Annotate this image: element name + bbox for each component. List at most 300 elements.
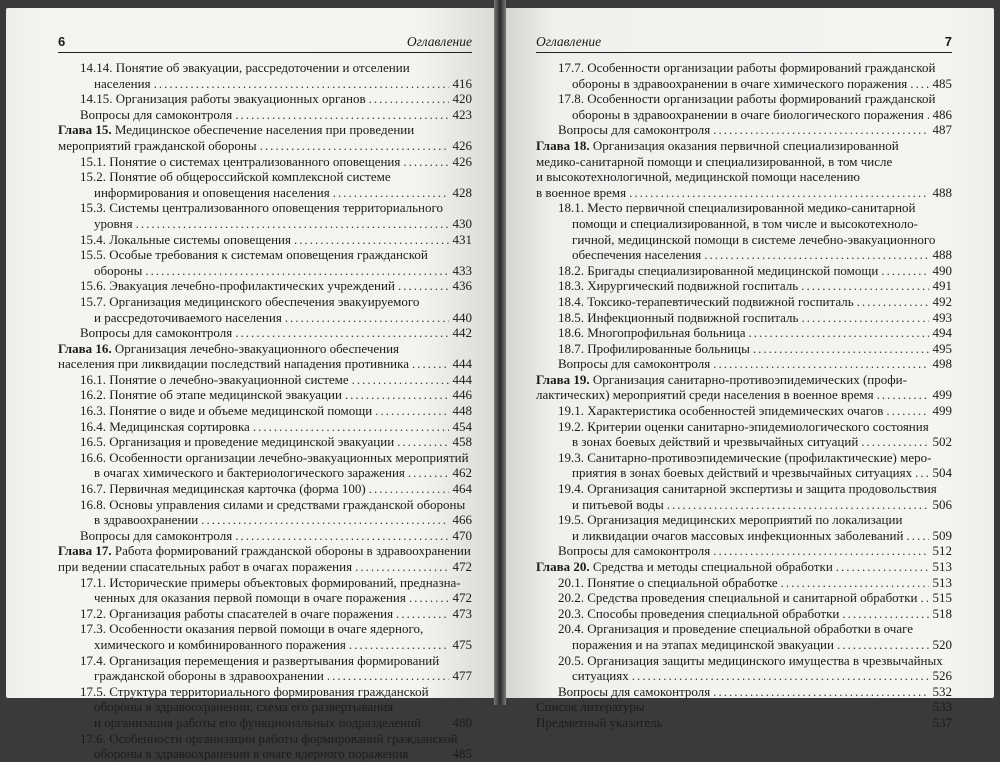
dot-leader xyxy=(861,434,929,450)
toc-entry xyxy=(58,278,472,294)
dot-leader xyxy=(403,154,449,170)
toc-entry xyxy=(58,559,472,575)
dot-leader xyxy=(235,107,449,123)
dot-leader xyxy=(349,637,449,653)
entry-title: 17.8. Особенности организации работы формирований гражданской xyxy=(558,91,936,107)
toc-entry-text xyxy=(536,715,663,731)
toc-entry-text xyxy=(536,154,892,170)
entry-title: Вопросы для самоконтроля xyxy=(80,325,233,341)
entry-title: 19.3. Санитарно-противоэпидемические (профилактические) меро- xyxy=(558,449,932,465)
toc-entry xyxy=(536,403,952,419)
toc-entry-text xyxy=(572,497,664,513)
toc-entry-text xyxy=(94,185,330,201)
toc-entry-text xyxy=(58,356,409,372)
dot-leader xyxy=(648,699,930,715)
toc-entry-text xyxy=(558,278,798,294)
toc-entry xyxy=(536,621,952,637)
toc-entry-text xyxy=(558,450,931,466)
dot-leader xyxy=(408,465,449,481)
dot-leader xyxy=(397,434,449,450)
toc-page-number: 473 xyxy=(452,605,472,621)
toc-entry-text xyxy=(80,387,342,403)
entry-title: обороны в здравоохранении в очаге химического поражения xyxy=(572,75,908,91)
toc-page-number: 499 xyxy=(932,387,952,403)
toc-entry-text xyxy=(80,497,465,513)
toc-entry xyxy=(58,107,472,123)
toc-page-number: 423 xyxy=(452,106,472,122)
entry-title: 19.1. Характеристика особенностей эпидемических очагов xyxy=(558,403,884,419)
dot-leader xyxy=(424,715,449,731)
entry-title: 18.7. Профилированные больницы xyxy=(558,340,750,356)
toc-chapter-entry xyxy=(58,122,472,138)
toc-entry-text xyxy=(572,637,834,653)
dot-leader xyxy=(801,310,929,326)
entry-title: населения при ликвидации последствий нападения противника xyxy=(58,356,410,372)
toc-entry xyxy=(58,528,472,544)
toc-entry-text xyxy=(558,263,878,279)
toc-entry-text xyxy=(572,528,903,544)
dot-leader xyxy=(629,185,929,201)
toc-page-number: 504 xyxy=(932,465,952,481)
entry-title: 18.2. Бригады специализированной медицинской помощи xyxy=(558,262,879,278)
toc-entry-text xyxy=(80,372,349,388)
toc-entry-text xyxy=(572,465,912,481)
toc-entry xyxy=(58,216,472,232)
dot-leader xyxy=(369,481,449,497)
dot-leader xyxy=(801,278,929,294)
dot-leader xyxy=(667,497,929,513)
toc-entry xyxy=(58,653,472,669)
toc-entry-text xyxy=(80,91,366,107)
entry-title: 18.4. Токсико-терапевтический подвижной госпиталь xyxy=(558,293,854,309)
toc-entry xyxy=(58,746,472,762)
entry-title: мероприятий гражданской обороны xyxy=(58,137,257,153)
entry-title: 17.3. Особенности оказания первой помощи в очаге ядерного, xyxy=(80,621,424,637)
toc-page-number: 515 xyxy=(932,590,952,606)
toc-entry-text xyxy=(94,746,408,762)
entry-title: 16.7. Первичная медицинская карточка (форма 100) xyxy=(80,481,366,497)
dot-leader xyxy=(352,372,449,388)
toc-entry xyxy=(536,387,952,403)
toc-page-number: 513 xyxy=(932,574,952,590)
entry-title: 16.4. Медицинская сортировка xyxy=(80,418,250,434)
entry-title: 16.5. Организация и проведение медицинской эвакуации xyxy=(80,434,395,450)
toc-entry xyxy=(58,512,472,528)
toc-entry-text xyxy=(536,559,833,575)
toc-entry-text xyxy=(94,263,142,279)
toc-page-number: 509 xyxy=(932,527,952,543)
entry-title: 20.3. Способы проведения специальной обработки xyxy=(558,605,840,621)
running-head-right xyxy=(536,34,952,53)
dot-leader xyxy=(704,247,929,263)
dot-leader xyxy=(927,107,929,123)
entry-title: ченных для оказания первой помощи в очаге поражения xyxy=(94,590,406,606)
toc-page-number: 506 xyxy=(932,496,952,512)
entry-title: и ликвидации очагов массовых инфекционных заболеваний xyxy=(572,527,904,543)
toc-entry-text xyxy=(80,434,394,450)
toc-entry xyxy=(536,216,952,232)
dot-leader xyxy=(369,91,449,107)
chapter-label: Глава 19. xyxy=(536,371,590,387)
dot-leader xyxy=(398,278,449,294)
toc-entry xyxy=(58,185,472,201)
entry-title: Предметный указатель xyxy=(536,714,663,730)
toc-entry xyxy=(58,481,472,497)
toc-entry-text xyxy=(558,91,936,107)
dot-leader xyxy=(396,606,449,622)
toc-entry-text xyxy=(80,325,232,341)
toc-page-number: 488 xyxy=(932,247,952,263)
toc-page-number: 502 xyxy=(932,434,952,450)
toc-entry xyxy=(58,76,472,92)
dot-leader xyxy=(836,559,929,575)
entry-title: 17.5. Структура территориального формирования гражданской xyxy=(80,683,429,699)
dot-leader xyxy=(235,528,449,544)
entry-title: 14.14. Понятие об эвакуации, рассредоточении и отселении xyxy=(80,60,410,75)
toc-entry xyxy=(536,325,952,341)
toc-entry xyxy=(536,512,952,528)
entry-title: Вопросы для самоконтроля xyxy=(80,106,233,122)
toc-entry-text xyxy=(80,684,429,700)
toc-entry-text xyxy=(58,559,352,575)
toc-page-number: 485 xyxy=(932,75,952,91)
toc-entry xyxy=(58,715,472,731)
toc-page-number: 486 xyxy=(932,106,952,122)
entry-title: Работа формирований гражданской обороны в здравоохранении xyxy=(114,543,471,559)
toc-entry-text xyxy=(58,543,471,559)
toc-entry xyxy=(58,450,472,466)
entry-title: 20.2. Средства проведения специальной и санитарной обработки xyxy=(558,590,918,606)
left-page xyxy=(6,8,494,762)
toc-page-number: 466 xyxy=(452,512,472,528)
toc-entry-text xyxy=(536,138,899,154)
toc-entry xyxy=(536,294,952,310)
toc-chapter-entry xyxy=(536,559,952,575)
toc-page-number: 426 xyxy=(452,137,472,153)
toc-entry-text xyxy=(94,310,282,326)
entry-title: Вопросы для самоконтроля xyxy=(558,543,711,559)
entry-title: 16.8. Основы управления силами и средствами гражданской обороны xyxy=(80,496,466,512)
toc-chapter-entry xyxy=(536,138,952,154)
toc-page-number: 490 xyxy=(932,262,952,278)
toc-entry-text xyxy=(80,169,391,185)
entry-title: 17.1. Исторические примеры объектовых формирований, предназна- xyxy=(80,574,461,590)
toc-entry xyxy=(536,543,952,559)
entry-title: Организация лечебно-эвакуационного обеспечения xyxy=(114,340,400,356)
toc-page-number: 499 xyxy=(932,403,952,419)
toc-entry xyxy=(58,247,472,263)
toc-entry xyxy=(536,637,952,653)
entry-title: приятия в зонах боевых действий и чрезвычайных ситуациях xyxy=(572,465,913,481)
toc-entry-text xyxy=(558,621,913,637)
toc-page-number: 436 xyxy=(452,278,472,294)
toc-entry-text xyxy=(558,325,745,341)
running-title-left: Оглавление xyxy=(406,34,472,49)
entry-title: 17.7. Особенности организации работы формирований гражданской xyxy=(558,60,936,75)
dot-leader xyxy=(666,715,929,731)
toc-entry xyxy=(536,465,952,481)
toc-entry-text xyxy=(558,590,917,606)
toc-entry xyxy=(536,715,952,731)
toc-page-number: 477 xyxy=(452,668,472,684)
dot-leader xyxy=(906,528,929,544)
toc-entry-text xyxy=(80,154,400,170)
toc-page-number: 462 xyxy=(452,465,472,481)
toc-entry-text xyxy=(80,60,410,76)
entry-title: обороны в здравоохранении в очаге ядерного поражения xyxy=(94,746,409,762)
toc-entry xyxy=(58,668,472,684)
toc-entry xyxy=(536,419,952,435)
toc-entry-text xyxy=(94,465,405,481)
toc-entry xyxy=(536,606,952,622)
toc-entry-text xyxy=(572,247,701,263)
entry-title: 15.4. Локальные системы оповещения xyxy=(80,231,291,247)
dot-leader xyxy=(713,684,929,700)
toc-entry xyxy=(536,356,952,372)
dot-leader xyxy=(333,185,449,201)
toc-entry-text xyxy=(536,699,645,715)
toc-entry xyxy=(58,232,472,248)
toc-page-number: 487 xyxy=(932,122,952,138)
dot-leader xyxy=(713,543,929,559)
entry-title: 20.5. Организация защиты медицинского имущества в чрезвычайных xyxy=(558,652,943,668)
toc-entry-text xyxy=(558,310,798,326)
toc-entry xyxy=(536,575,952,591)
toc-entry-text xyxy=(94,216,133,232)
toc-page-number: 448 xyxy=(452,403,472,419)
chapter-label: Глава 18. xyxy=(536,137,590,153)
toc-page-number: 430 xyxy=(452,215,472,231)
entry-title: 17.4. Организация перемещения и развертывания формирований xyxy=(80,652,440,668)
toc-entry-text xyxy=(80,621,423,637)
page-number-left: 6 xyxy=(58,34,66,49)
table-of-contents-left xyxy=(58,60,472,762)
toc-entry-text xyxy=(80,653,439,669)
toc-page-number: 493 xyxy=(932,309,952,325)
dot-leader xyxy=(294,232,449,248)
toc-page-number: 444 xyxy=(452,356,472,372)
toc-page-number: 512 xyxy=(932,543,952,559)
toc-entry-text xyxy=(536,372,907,388)
dot-leader xyxy=(145,263,449,279)
entry-title: поражения и на этапах медицинской эвакуации xyxy=(572,636,834,652)
toc-entry-text xyxy=(80,419,250,435)
entry-title: 18.3. Хирургический подвижной госпиталь xyxy=(558,278,799,294)
entry-title: 19.4. Организация санитарной экспертизы и защита продовольствия xyxy=(558,481,937,497)
toc-page-number: 488 xyxy=(932,184,952,200)
toc-page-number: 472 xyxy=(452,590,472,606)
toc-entry-text xyxy=(558,419,929,435)
toc-page-number: 485 xyxy=(452,746,472,762)
toc-entry xyxy=(58,138,472,154)
toc-page-number: 495 xyxy=(932,340,952,356)
toc-page-number: 475 xyxy=(452,636,472,652)
toc-chapter-entry xyxy=(58,341,472,357)
toc-entry xyxy=(536,528,952,544)
dot-leader xyxy=(713,122,929,138)
toc-entry xyxy=(58,621,472,637)
entry-title: 20.1. Понятие о специальной обработке xyxy=(558,574,778,590)
toc-page-number: 526 xyxy=(932,668,952,684)
toc-entry-text xyxy=(94,715,421,731)
entry-title: 15.2. Понятие об общероссийской комплексной системе xyxy=(80,169,391,185)
entry-title: населения xyxy=(94,75,151,91)
toc-entry-text xyxy=(80,606,393,622)
toc-entry-text xyxy=(536,185,626,201)
toc-entry-text xyxy=(558,341,750,357)
entry-title: при ведении спасательных работ в очагах поражения xyxy=(58,559,353,574)
toc-entry xyxy=(536,263,952,279)
book-gutter xyxy=(494,0,506,705)
entry-title: 18.5. Инфекционный подвижной госпиталь xyxy=(558,309,799,325)
dot-leader xyxy=(857,294,929,310)
toc-entry xyxy=(58,91,472,107)
entry-title: обороны в здравоохранении, схема его развертывания xyxy=(94,699,394,715)
entry-title: информирования и оповещения населения xyxy=(94,184,330,200)
toc-entry-text xyxy=(80,232,291,248)
toc-page-number: 464 xyxy=(452,481,472,497)
dot-leader xyxy=(632,668,929,684)
entry-title: гражданской обороны в здравоохранении xyxy=(94,668,324,684)
toc-entry-text xyxy=(80,403,372,419)
toc-entry-text xyxy=(536,387,874,403)
toc-entry xyxy=(536,668,952,684)
toc-entry xyxy=(58,356,472,372)
toc-entry xyxy=(58,263,472,279)
toc-entry xyxy=(536,185,952,201)
dot-leader xyxy=(781,575,929,591)
toc-entry xyxy=(536,341,952,357)
entry-title: 17.2. Организация работы спасателей в очаге поражения xyxy=(80,605,394,621)
toc-entry-text xyxy=(558,481,937,497)
toc-entry xyxy=(58,575,472,591)
toc-page-number: 444 xyxy=(452,371,472,387)
toc-page-number: 428 xyxy=(452,184,472,200)
dot-leader xyxy=(411,746,449,762)
toc-entry xyxy=(58,684,472,700)
entry-title: 18.6. Многопрофильная больница xyxy=(558,325,746,341)
toc-entry-text xyxy=(558,543,710,559)
dot-leader xyxy=(748,325,929,341)
toc-entry xyxy=(536,60,952,76)
dot-leader xyxy=(842,606,929,622)
toc-entry xyxy=(58,465,472,481)
toc-entry xyxy=(58,606,472,622)
toc-entry xyxy=(536,310,952,326)
table-of-contents-right xyxy=(536,60,952,731)
dot-leader xyxy=(201,512,449,528)
entry-title: уровня xyxy=(94,215,133,231)
entry-title: Средства и методы специальной обработки xyxy=(592,559,833,574)
entry-title: гичной, медицинской помощи в системе лечебно-эвакуационного xyxy=(572,231,936,247)
toc-entry-text xyxy=(558,653,943,669)
toc-entry-text xyxy=(94,699,393,715)
toc-page-number: 537 xyxy=(932,714,952,730)
toc-entry-text xyxy=(80,247,428,263)
toc-entry-text xyxy=(558,60,936,76)
toc-entry-text xyxy=(58,122,414,138)
toc-entry xyxy=(58,434,472,450)
right-page xyxy=(506,8,994,730)
toc-page-number: 416 xyxy=(452,75,472,91)
toc-entry xyxy=(58,403,472,419)
dot-leader xyxy=(327,668,449,684)
toc-entry-text xyxy=(80,278,395,294)
toc-entry-text xyxy=(80,294,419,310)
toc-page-number: 520 xyxy=(932,636,952,652)
toc-entry xyxy=(536,122,952,138)
entry-title: 15.6. Эвакуация лечебно-профилактических учреждений xyxy=(80,278,395,294)
entry-title: 20.4. Организация и проведение специальной обработки в очаге xyxy=(558,621,914,637)
toc-entry-text xyxy=(94,637,346,653)
entry-title: 14.15. Организация работы эвакуационных органов xyxy=(80,91,366,107)
entry-title: 15.1. Понятие о системах централизованного оповещения xyxy=(80,153,401,169)
entry-title: медико-санитарной помощи и специализированной, в том числе xyxy=(536,153,893,169)
entry-title: 18.1. Место первичной специализированной медико-санитарной xyxy=(558,200,916,216)
dot-leader xyxy=(136,216,449,232)
toc-entry-text xyxy=(94,668,324,684)
toc-page-number: 494 xyxy=(932,325,952,341)
entry-title: 15.5. Особые требования к системам оповещения гражданской xyxy=(80,247,428,263)
toc-entry-text xyxy=(572,107,924,123)
toc-page-number: 498 xyxy=(932,356,952,372)
chapter-label: Глава 17. xyxy=(58,543,112,559)
dot-leader xyxy=(886,403,929,419)
dot-leader xyxy=(253,419,449,435)
entry-title: помощи и специализированной, в том числе и высокотехноло- xyxy=(572,215,918,231)
toc-entry xyxy=(58,310,472,326)
page-number-right: 7 xyxy=(944,34,952,49)
toc-entry xyxy=(58,699,472,715)
chapter-label: Глава 16. xyxy=(58,340,112,356)
dot-leader xyxy=(713,356,929,372)
toc-entry-text xyxy=(80,107,232,123)
toc-page-number: 472 xyxy=(452,559,472,574)
toc-entry xyxy=(58,419,472,435)
entry-title: 16.6. Особенности организации лечебно-эвакуационных мероприятий xyxy=(80,449,469,465)
toc-page-number: 426 xyxy=(452,153,472,169)
entry-title: лактических) мероприятий среди населения в военное время xyxy=(536,387,874,403)
toc-entry xyxy=(536,481,952,497)
toc-page-number: 420 xyxy=(452,91,472,107)
dot-leader xyxy=(409,590,449,606)
dot-leader xyxy=(412,356,449,372)
toc-entry-text xyxy=(536,169,860,185)
toc-entry-text xyxy=(80,528,232,544)
toc-entry-text xyxy=(572,668,629,684)
entry-title: и высокотехнологичной, медицинской помощи населению xyxy=(536,169,860,185)
toc-entry xyxy=(58,325,472,341)
toc-entry xyxy=(536,232,952,248)
toc-entry-text xyxy=(558,122,710,138)
entry-title: 16.3. Понятие о виде и объеме медицинской помощи xyxy=(80,403,373,419)
toc-entry-text xyxy=(80,450,469,466)
toc-entry xyxy=(58,294,472,310)
toc-entry xyxy=(58,590,472,606)
entry-title: и питьевой воды xyxy=(572,496,664,512)
toc-entry-text xyxy=(558,684,710,700)
toc-page-number: 454 xyxy=(452,418,472,434)
toc-page-number: 492 xyxy=(932,293,952,309)
toc-entry-text xyxy=(572,232,935,248)
toc-entry xyxy=(536,247,952,263)
toc-page-number: 480 xyxy=(452,714,472,730)
toc-page-number: 458 xyxy=(452,434,472,450)
entry-title: в очагах химического и бактериологического заражения xyxy=(94,465,405,481)
toc-entry xyxy=(58,200,472,216)
toc-entry xyxy=(58,387,472,403)
toc-entry xyxy=(536,154,952,170)
